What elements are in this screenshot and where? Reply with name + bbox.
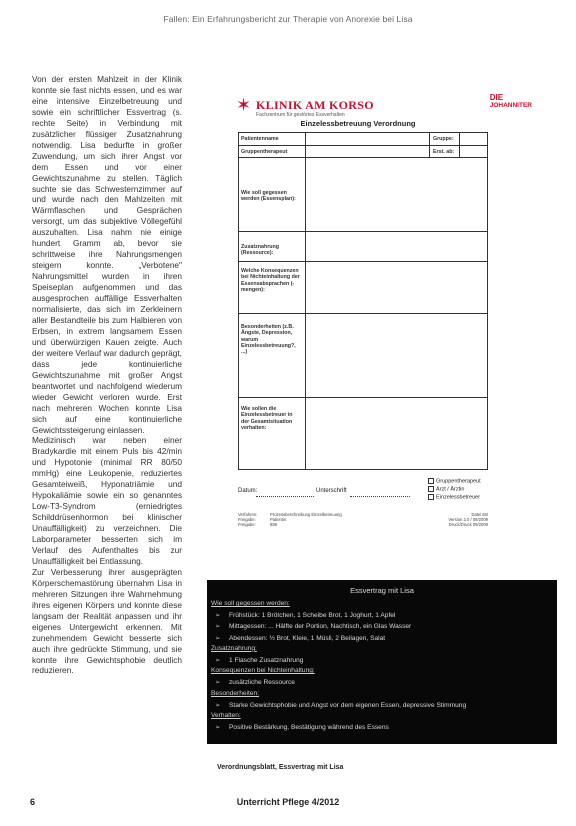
body-paragraph: Zur Verbesserung ihrer ausgeprägten Körperschemastörung übernahm Lisa in mehreren Sitzungen ihre Wahrnehmung ihres eigenen Körpers und konnte diese langsam der Realität anpassen und ihr eigenes Untergewicht erkennen. Mit zunehmendem Gewicht besserte sich auch ihre gedrückte Stimmung, und sie konnte ihre Gewichtsphobie deutlich reduzieren. bbox=[32, 566, 182, 676]
contract-item: ➢ 1 Flasche Zusatznahrung bbox=[215, 657, 304, 664]
contract-section-heading: Verhalten: bbox=[211, 712, 241, 719]
arrow-icon: ➢ bbox=[215, 701, 221, 709]
arrow-icon: ➢ bbox=[215, 724, 221, 732]
page-number: 6 bbox=[30, 797, 36, 807]
contract-title: Essvertrag mit Lisa bbox=[350, 586, 414, 595]
form-row-label: Welche Konsequenzen bei Nichteinhaltung der Essensabsprachen (-mengen): bbox=[241, 268, 300, 293]
body-paragraph: Medizinisch war neben einer Bradykardie mit einem Puls bis 42/min und Hypotonie (minimal RR 80/50 mmHg) eine Leukopenie, reduziertes Gesamteiweiß, Hyponatriämie und Hypokaliämie sowie ein so genanntes Low-T3-Syndrom (erniedrigtes Schilddrüsenhormon bei klinischer Unauffälligkeit) zu verzeichnen. Die Laborparameter besserten sich im Verlauf des Aufenthaltes bis zur Unauffälligkeit bei Entlassung. bbox=[32, 435, 182, 566]
clinic-name: KLINIK AM KORSO bbox=[256, 98, 374, 112]
form-grid bbox=[238, 132, 488, 470]
contract-box bbox=[207, 580, 557, 744]
form-row-side: Gruppe: bbox=[429, 133, 457, 145]
contract-section-heading: Besonderheiten: bbox=[211, 689, 260, 697]
contract-item: ➢ Frühstück: 1 Brötchen, 1 Scheibe Brot, 1 Joghurt, 1 Apfel bbox=[215, 612, 396, 620]
form-row bbox=[239, 157, 487, 231]
form-row bbox=[239, 231, 487, 261]
arrow-icon: ➢ bbox=[215, 612, 221, 620]
form-meta-mid: Prozessbeschreibung Einzelbetreuung Patientin 888 bbox=[270, 512, 342, 528]
figure-caption: Verordnungsblatt, Essvertrag mit Lisa bbox=[217, 764, 344, 771]
contract-item: ➢ zusätzliche Ressource bbox=[215, 679, 295, 687]
body-text-column bbox=[32, 74, 182, 676]
form-row bbox=[239, 133, 487, 145]
form-row-label: Wie soll gegessen werden (Essensplan): bbox=[241, 190, 296, 203]
johanniter-logo-line2: JOHANNITER bbox=[489, 102, 532, 109]
johanniter-logo-line1: DIE bbox=[489, 93, 504, 102]
johanniter-logo bbox=[490, 94, 532, 110]
form-row-side: Erst. ab: bbox=[429, 146, 457, 157]
form-meta-left: Verfahren: Freigabe: Freigabe: bbox=[238, 512, 258, 528]
contract-item: ➢ Starke Gewichtsphobie und Angst vor dem eigenen Essen, depressive Stimmung bbox=[215, 701, 467, 709]
arrow-icon: ➢ bbox=[215, 634, 221, 642]
form-row-label: Patientenname bbox=[241, 136, 279, 142]
form-row bbox=[239, 313, 487, 397]
checkbox-gruppentherapeut: Gruppentherapeut bbox=[428, 478, 481, 484]
arrow-icon: ➢ bbox=[215, 679, 221, 687]
form-title: Einzelessbetreuung Verordnung bbox=[300, 119, 416, 128]
running-head: Fallen: Ein Erfahrungsbericht zur Therapie von Anorexie bei Lisa bbox=[163, 14, 413, 24]
contract-item: ➢ Mittagessen: ... Hälfte der Portion, Nachtisch, ein Glas Wasser bbox=[215, 623, 412, 631]
arrow-icon: ➢ bbox=[215, 623, 221, 631]
form-row-label: Besonderheiten (z.B. Ängste, Depression, warum Einzelessbetreuung?, ...) bbox=[241, 324, 296, 356]
form-row bbox=[239, 145, 487, 157]
contract-item: ➢ Abendessen: ½ Brot, Kleie, 1 Müsli, 2 Beilagen, Salat bbox=[215, 634, 386, 642]
form-row bbox=[239, 261, 487, 313]
form-row-label: Gruppentherapeut bbox=[241, 149, 288, 155]
form-row bbox=[239, 397, 487, 469]
arrow-icon: ➢ bbox=[215, 657, 221, 664]
form-meta-right: Datei EB Version 2.0 / 09/2009 Druck/Druck 09/2009 bbox=[448, 512, 488, 528]
prescription-form bbox=[218, 92, 538, 552]
contract-section-heading: Zusatznahrung: bbox=[211, 644, 257, 652]
checkbox-arzt: Arzt / Ärztin bbox=[428, 486, 464, 492]
contract-section-heading: Wie soll gegessen werden: bbox=[211, 600, 290, 607]
star-icon: ✶ bbox=[236, 95, 252, 115]
magazine-title: Unterricht Pflege 4/2012 bbox=[236, 797, 340, 807]
body-paragraph: Von der ersten Mahlzeit in der Klinik konnte sie fast nichts essen, und es war eine intensive Einzelbetreuung und sowie ein schriftlicher Essvertrag (s. rechte Seite) in Verbindung mit zusätzlicher flüssiger Zusatznahrung notwendig. Lisa bedurfte in großer Zuwendung, um sich ihrer Angst vor dem Essen und vor einer Gewichtszunahme zu stellen. Täglich suchte sie das Schwesternzimmer auf und wurde nach den Mahlzeiten mit Wärmflaschen und Gesprächen versorgt, um das subjektive Völlegefühl auszuhalten. Lisa nahm nie einige hundert Gramm ab, bevor sie schrittweise ihre Nahrungsmengen steigern konnte. „Verbotene" Nahrungsmittel wurden in ihren Speiseplan aufgenommen und das ausgesprochen auffällige Essverhalten normalisierte, das sich im Zerkleinern aller Bestandteile bis zum Halbieren von Erbsen, in extrem langsamem Essen und überwürzigen Kauen zeigte. Auch der weitere Verlauf war dadurch geprägt, dass jede kontinuierliche Gewichtszunahme mit großer Angst beantwortet und nachfolgend wiederum wieder Gewicht verloren wurde. Erst nach mehreren Wochen konnte Lisa sich auf eine kontinuierliche Gewichtssteigerung einlassen. bbox=[32, 74, 182, 435]
contract-section-heading: Konsequenzen bei Nichteinhaltung: bbox=[211, 667, 315, 675]
contract-item: ➢ Positive Bestärkung, Bestätigung während des Essens bbox=[215, 724, 389, 732]
checkbox-einzelessbetreuer: Einzelessbetreuer bbox=[428, 494, 480, 500]
signature-label: Unterschrift bbox=[316, 488, 347, 494]
form-row-label: Wie sollen die Einzelessbetreuer in der Gesamtsituation verhalten: bbox=[241, 406, 293, 431]
form-row-label: Zusatznahrung (Ressource): bbox=[241, 244, 279, 257]
date-label: Datum: bbox=[238, 488, 258, 494]
clinic-subtitle: Fachzentrum für gestörtes Essverhalten bbox=[256, 112, 345, 118]
page-footer bbox=[0, 797, 576, 811]
